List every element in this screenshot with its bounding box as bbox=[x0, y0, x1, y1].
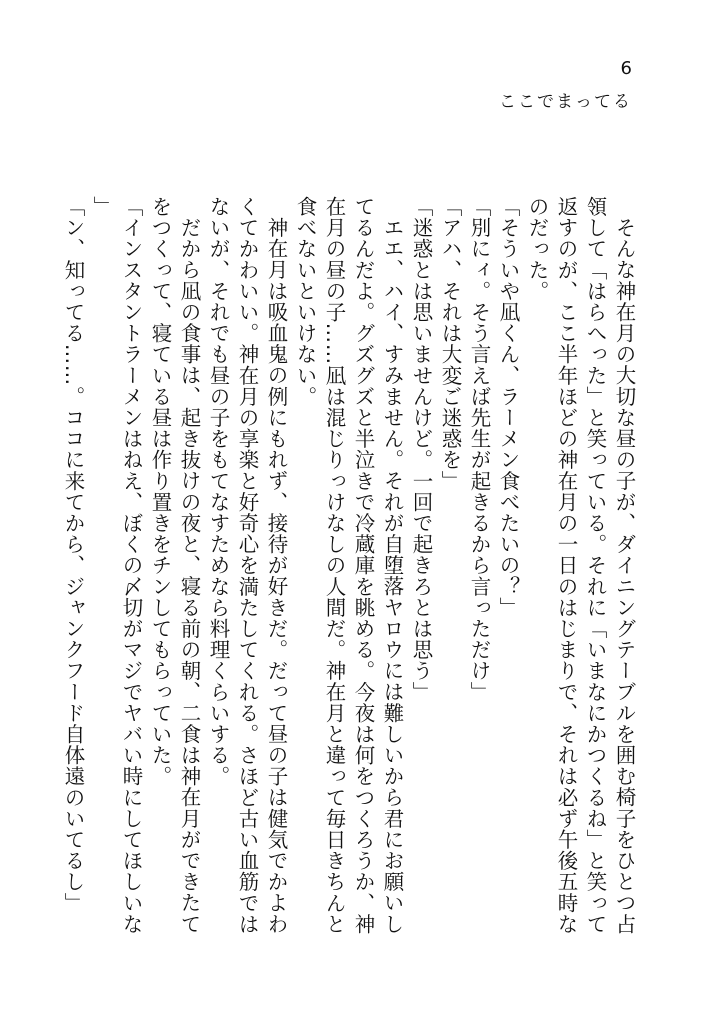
dialogue-line: 「インスタントラーメンはねえ、ぼくの〆切がマジでヤバい時にしてほしいな」 bbox=[90, 196, 143, 935]
running-head: ここでまってる bbox=[499, 92, 632, 112]
dialogue-line: 「そういや凪くん、ラーメン食べたいの？」 bbox=[496, 196, 520, 618]
paragraph: だから凪の食事は、起き抜けの夜と、寝る前の朝、二食は神在月ができたてをつくって、寝ている昼は作り置きをチンしてもらっていた。 bbox=[148, 196, 201, 934]
dialogue-line: 「別にィ。そう言えば先生が起きるから言っただけ」 bbox=[467, 196, 491, 703]
page-number: 6 bbox=[620, 58, 632, 79]
paragraph: そんな神在月の大切な昼の子が、ダイニングテーブルを囲む椅子をひとつ占領して「はらへった」と笑っている。それに「いまなにかつくるね」と笑って返すのが、ここ半年ほどの神在月の一日のはじまりで、それは必ず午後五時なのだった。 bbox=[525, 196, 636, 935]
body-text bbox=[61, 196, 638, 936]
paragraph: エエ、ハイ、すみません。それが自堕落ヤロウには難しいから君にお願いしてるんだよ。グズグズと半泣きで冷蔵庫を眺める。今夜は何をつくろうか、神在月の昼の子……凪は混じりっけなしの人間だ。神在月と違って毎日きちんと食べないといけない。 bbox=[293, 196, 404, 935]
paragraph: 神在月は吸血鬼の例にもれず、接待が好きだ。だって昼の子は健気でかよわくてかわいい。神在月の享楽と好奇心を満たしてくれる。さほど古い血筋ではないが、それでも昼の子をもてなすためなら料理くらいする。 bbox=[206, 196, 288, 935]
dialogue-line: 「アハ、それは大変ご迷惑を」 bbox=[438, 196, 462, 492]
dialogue-line: 「ン、知ってる……。ココに来てから、ジャンクフード自体遠のいてるし」 bbox=[61, 196, 85, 914]
dialogue-line: 「迷惑とは思いませんけど。一回で起きろとは思う」 bbox=[409, 196, 433, 703]
